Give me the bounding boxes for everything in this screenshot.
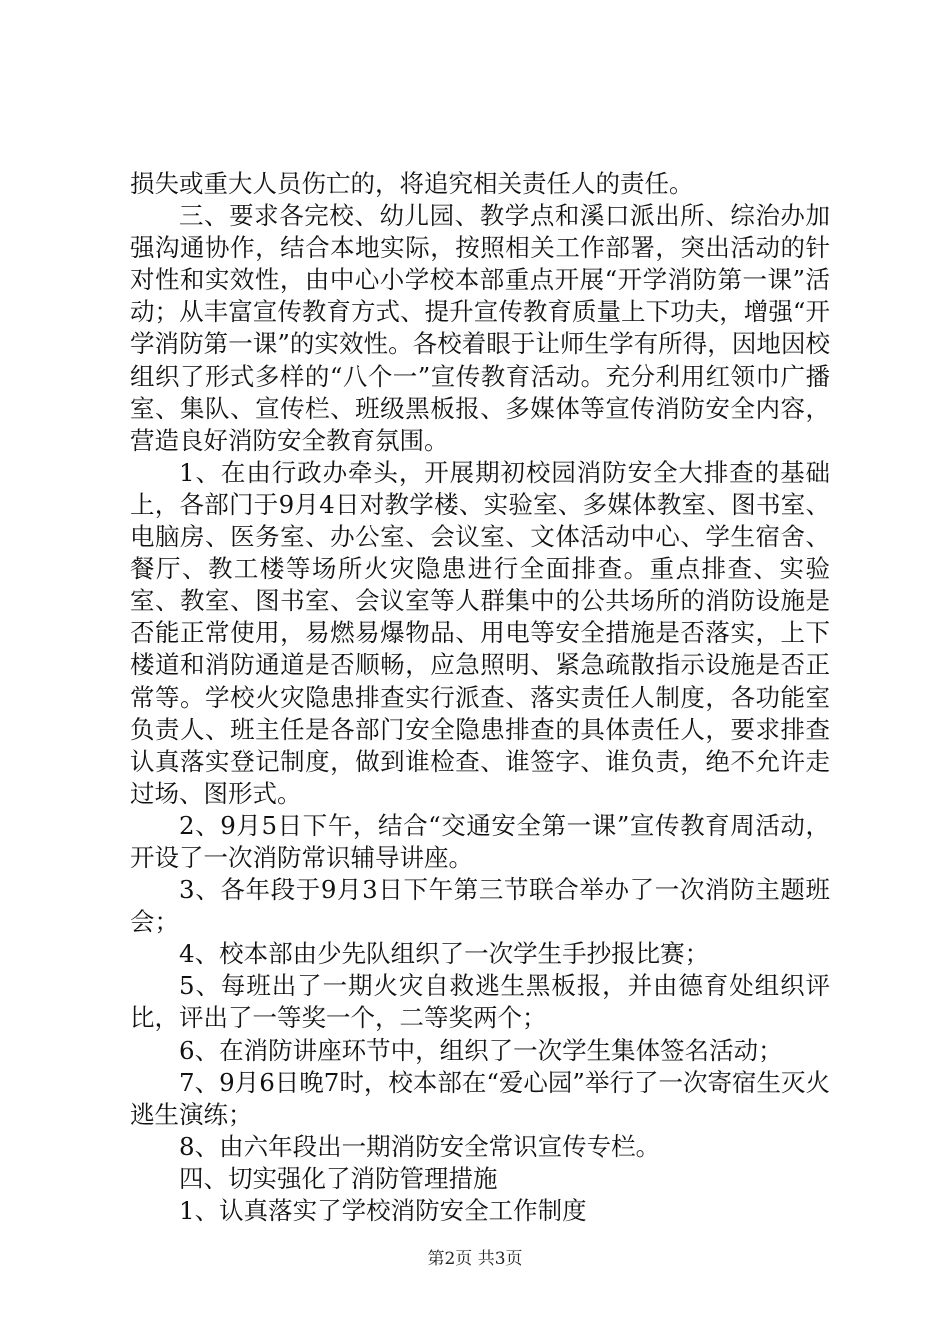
document-body [130,168,830,1227]
paragraph-item-2: 2、9月5日下午，结合“交通安全第一课”宣传教育周活动，开设了一次消防常识辅导讲座。 [130,810,830,872]
paragraph-item-4: 4、校本部由少先队组织了一次学生手抄报比赛； [179,939,710,969]
paragraph-item-5: 5、每班出了一期火灾自救逃生黑板报，并由德育处组织评比，评出了一等奖一个，二等奖两个； [130,971,830,1033]
paragraph-item-6: 6、在消防讲座环节中，组织了一次学生集体签名活动； [179,1035,783,1065]
paragraph-section-four: 四、切实强化了消防管理措施 [179,1163,498,1193]
paragraph-item-8: 8、由六年段出一期消防安全常识宣传专栏。 [179,1131,661,1161]
paragraph-item-7: 7、9月6日晚7时，校本部在“爱心园”举行了一次寄宿生灭火逃生演练； [130,1067,830,1129]
paragraph-continuation: 损失或重大人员伤亡的，将追究相关责任人的责任。 [130,169,694,198]
paragraph-item-3: 3、各年段于9月3日下午第三节联合举办了一次消防主题班会； [130,875,830,937]
page-number: 第2页 共3页 [427,1249,523,1269]
paragraph-section-three: 三、要求各完校、幼儿园、教学点和溪口派出所、综治办加强沟通协作，结合本地实际，按照相关工作部署，突出活动的针对性和实效性，由中心小学校本部重点开展“开学消防第一课”活动；从丰富宣传教育方式、提升宣传教育质量上下功夫，增强“开学消防第一课”的实效性。各校着眼于让师生学有所得，因地因校组织了形式多样的“八个一”宣传教育活动。充分利用红领巾广播室、集队、宣传栏、班级黑板报、多媒体等宣传消防安全内容，营造良好消防安全教育氛围。 [130,201,830,455]
paragraph-item-1: 1、在由行政办牵头，开展期初校园消防安全大排查的基础上，各部门于9月4日对教学楼、实验室、多媒体教室、图书室、电脑房、医务室、办公室、会议室、文体活动中心、学生宿舍、餐厅、教工楼等场所火灾隐患进行全面排查。重点排查、实验室、教室、图书室、会议室等人群集中的公共场所的消防设施是否能正常使用，易燃易爆物品、用电等安全措施是否落实，上下楼道和消防通道是否顺畅，应急照明、紧急疏散指示设施是否正常等。学校火灾隐患排查实行派查、落实责任人制度，各功能室负责人、班主任是各部门安全隐患排查的具体责任人，要求排查认真落实登记制度，做到谁检查、谁签字、谁负责，绝不允许走过场、图形式。 [130,457,830,808]
paragraph-section-four-item-1: 1、认真落实了学校消防安全工作制度 [179,1196,587,1225]
